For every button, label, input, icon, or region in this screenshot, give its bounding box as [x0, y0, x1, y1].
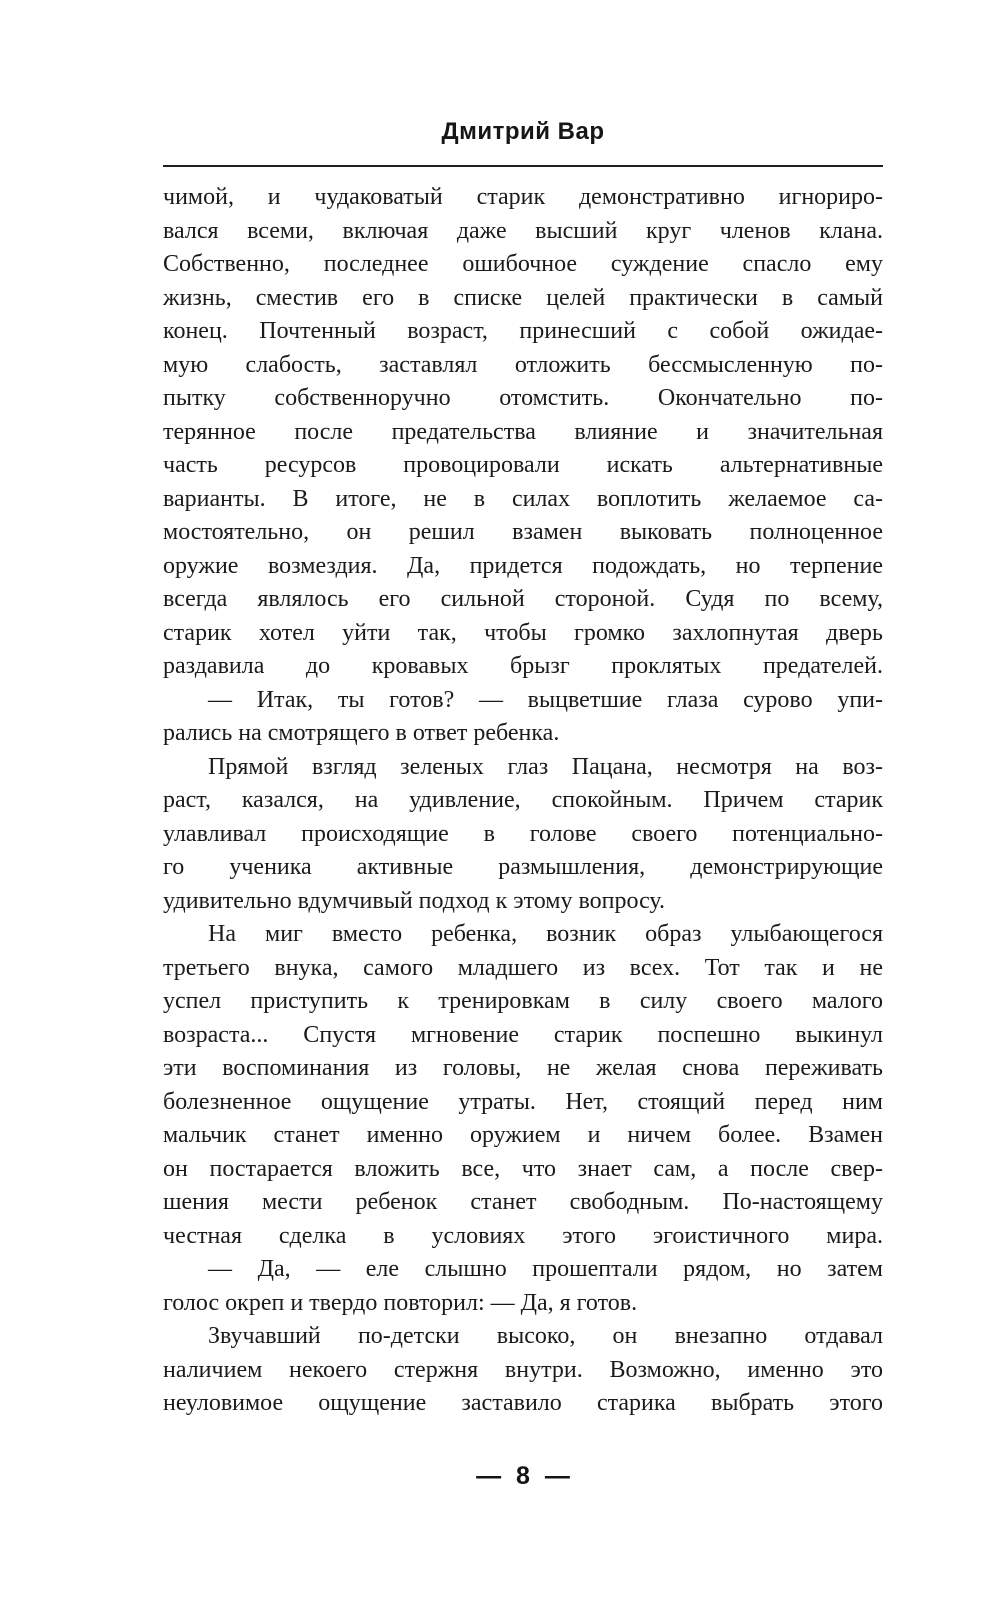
body-line: варианты. В итоге, не в силах воплотить желаемое са- [163, 485, 883, 512]
body-line: третьего внука, самого младшего из всех. Тот так и не [163, 954, 883, 981]
body-line: На миг вместо ребенка, возник образ улыбающегося [208, 921, 883, 947]
body-line: терянное после предательства влияние и значительная [163, 418, 883, 445]
running-header-author: Дмитрий Вар [441, 118, 605, 145]
body-line: удивительно вдумчивый подход к этому вопросу. [163, 887, 666, 914]
body-line: го ученика активные размышления, демонстрирующие [163, 854, 883, 880]
body-line: — Да, — еле слышно прошептали рядом, но затем [208, 1256, 883, 1282]
body-line: Прямой взгляд зеленых глаз Пацана, несмотря на воз- [208, 753, 883, 780]
page-body-text [163, 181, 883, 1421]
body-line: раздавила до кровавых брызг проклятых предателей. [163, 653, 883, 679]
page-footer [163, 1462, 883, 1491]
body-line: оружие возмездия. Да, придется подождать, но терпение [163, 552, 883, 579]
body-line: рались на смотрящего в ответ ребенка. [163, 720, 560, 746]
body-line: наличием некоего стержня внутри. Возможно, именно это [163, 1356, 883, 1383]
header-rule [163, 165, 883, 167]
body-line: конец. Почтенный возраст, принесший с собой ожидае- [163, 318, 883, 344]
body-line: — Итак, ты готов? — выцветшие глаза сурово упи- [208, 686, 883, 713]
body-line: улавливал происходящие в голове своего потенциально- [163, 820, 883, 847]
body-line: чимой, и чудаковатый старик демонстративно игнориро- [163, 184, 883, 210]
body-line: пытку собственноручно отомстить. Окончательно по- [163, 385, 883, 411]
body-line: часть ресурсов провоцировали искать альтернативные [163, 452, 883, 478]
body-line: возраста... Спустя мгновение старик поспешно выкинул [163, 1021, 883, 1048]
body-line: мальчик станет именно оружием и ничем более. Взамен [163, 1122, 883, 1148]
body-line: шения мести ребенок станет свободным. По-настоящему [163, 1189, 883, 1215]
body-line: всегда являлось его сильной стороной. Судя по всему, [163, 586, 883, 612]
body-line: болезненное ощущение утраты. Нет, стоящий перед ним [163, 1088, 883, 1115]
body-line: эти воспоминания из головы, не желая снова переживать [163, 1055, 883, 1081]
body-line: Собственно, последнее ошибочное суждение спасло ему [163, 251, 883, 277]
body-line: голос окреп и твердо повторил: — Да, я готов. [163, 1289, 638, 1316]
page-number: — 8 — [476, 1462, 570, 1490]
body-line: Звучавший по-детски высоко, он внезапно отдавал [208, 1323, 883, 1349]
body-line: мую слабость, заставлял отложить бессмысленную по- [163, 351, 883, 378]
body-line: жизнь, сместив его в списке целей практически в самый [163, 284, 883, 311]
page-header [163, 118, 883, 146]
body-line: раст, казался, на удивление, спокойным. Причем старик [163, 787, 883, 813]
body-line: мостоятельно, он решил взамен выковать полноценное [163, 519, 883, 545]
body-line: вался всеми, включая даже высший круг членов клана. [163, 217, 883, 244]
body-line: честная сделка в условиях этого эгоистичного мира. [163, 1222, 883, 1249]
body-line: старик хотел уйти так, чтобы громко захлопнутая дверь [163, 619, 883, 646]
body-line: успел приступить к тренировкам в силу своего малого [163, 988, 883, 1014]
body-line: неуловимое ощущение заставило старика выбрать этого [163, 1390, 883, 1416]
body-line: он постарается вложить все, что знает сам, а после свер- [163, 1155, 883, 1182]
